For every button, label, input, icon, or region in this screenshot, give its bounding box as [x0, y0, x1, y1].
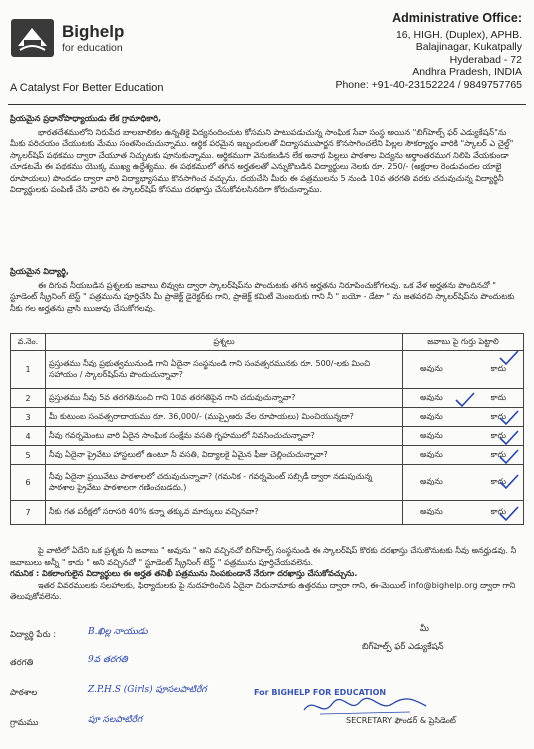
row-number: 5: [11, 446, 46, 465]
row-question: ప్రస్తుతము నీవు 5వ తరగతినుంచి గాని 10వ తరగతిపైన గాని చదువుచున్నావా?: [46, 389, 403, 408]
answer-no[interactable]: కాదు: [490, 364, 506, 373]
row-question: నీవు గవర్నమెంటు వారి ఏదైన సాంఘిక సంక్షేమ వసతి గృహములో నివసించుచున్నావా?: [46, 427, 403, 446]
field-value-class[interactable]: 9వ తరగతి: [88, 655, 128, 665]
field-value-school[interactable]: Z.P.H.S (Girls) పూసలపాటిరేగ: [88, 685, 207, 695]
row-number: 1: [11, 351, 46, 389]
row-number: 4: [11, 427, 46, 446]
answer-yes[interactable]: అవును: [420, 430, 443, 440]
office-line: 16, HIGH. (Duplex), APHB.: [395, 28, 522, 41]
row-question: నీవు ఏదైనా ప్రైవేటు హాస్టలులో ఉంటూ నీ వసతి, విద్యాలకై ఏమైన ఫీజు చెల్లించుచున్నావా?: [46, 446, 403, 465]
col-header-questions: ప్రశ్నలు: [46, 334, 403, 351]
field-label-school: పాఠశాల: [10, 688, 38, 698]
row-number: 6: [11, 465, 46, 501]
office-title: Administrative Office:: [392, 11, 522, 25]
row-number: 7: [11, 501, 46, 525]
office-phone: Phone: +91-40-23152224 / 9849757765: [335, 78, 522, 91]
organisation-stamp: For BIGHELP FOR EDUCATION: [254, 688, 387, 697]
office-line: Andhra Pradesh, INDIA: [412, 66, 522, 78]
field-label-village: గ్రామము: [10, 718, 39, 728]
field-label-class: తరగతి: [10, 658, 34, 668]
tick-mark-icon: [498, 474, 520, 490]
field-value-student-name[interactable]: B.ఖిల్ల నాయుడు: [88, 627, 148, 637]
footer-paragraph-2: ఇతర వివరములకు సలహాలకు, ఫిర్యాదులకు పై నుదహరించిన ఏదైనా చిరునామాకు ఉత్తరము ద్వారా గాని, ఈ-మెయిల్ info@bighelp.org ద్వారా గాని తెలుపుకోవలెను.: [10, 579, 516, 601]
brand-subtitle: for education: [62, 42, 123, 54]
answer-no[interactable]: కాదు: [490, 430, 506, 440]
row-number: 3: [11, 408, 46, 427]
answer-no[interactable]: కాదు: [490, 411, 506, 421]
closing-organisation: బిగ్‌హెల్ప్ ఫర్ ఎడ్యుకేషన్: [362, 642, 444, 652]
answer-yes[interactable]: అవును: [420, 392, 443, 402]
greeting-student: ప్రియమైన విద్యార్థి,: [10, 266, 69, 276]
letter-section-2: [10, 266, 524, 314]
row-question: ప్రస్తుతము నీవు ప్రభుత్వమునుండి గాని ఏదైనా సంస్థనుండి గాని సంవత్సరమునకు రూ. 500/-లకు మించి సహాయం / స్కాలర్‌షిప్‌ను పొందుచున్నావా?: [46, 351, 403, 389]
row-question: మీ కుటుంబ సంవత్సరాదాయము రూ. 36,000/- (ముప్పైఆరు వేల రూపాయలు) మించియున్నదా?: [46, 408, 403, 427]
table-row: [11, 408, 524, 427]
table-row: [11, 389, 524, 408]
closing-yours: మీ: [420, 624, 429, 634]
footer-text: [10, 545, 524, 603]
letter-section-1: [10, 113, 524, 196]
table-row: [11, 351, 524, 389]
bighelp-logo-icon: [10, 18, 55, 58]
tick-mark-icon: [498, 506, 520, 522]
tick-mark-icon: [498, 350, 520, 366]
answer-no[interactable]: కాదు: [490, 477, 506, 486]
table-row: [11, 501, 524, 525]
table-row: [11, 427, 524, 446]
row-question: నీకు గత పరీక్షలో సరాసరి 40% కన్నా తక్కువ మార్కులు వచ్చినవా?: [46, 501, 403, 525]
row-number: 2: [11, 389, 46, 408]
answer-no[interactable]: కాదు: [490, 507, 506, 516]
tick-mark-icon: [498, 430, 520, 446]
tagline: A Catalyst For Better Education: [10, 82, 164, 94]
answer-yes[interactable]: అవును: [420, 449, 443, 459]
table-row: [11, 465, 524, 501]
field-value-village[interactable]: పూ సలపాటిరేగ: [88, 715, 143, 725]
letter-paragraph-1: భారతదేశములోని నిరుపేద బాలబాలికల ఉన్నతికై విద్యనందించుట కోసమని పాటుపడుచున్న సాంఘిక సేవా సంస్థ అయిన "బిగ్‌హెల్ప్ ఫర్ ఎడ్యుకేషన్"ను మీకు పరిచయం చేయుటకు మేము సంతసించుచున్నాము. ఆర్థిక పరమైన ఇబ్బందులతో విద్యాసముపార్జన కొనసాగించలేని పిల్లల సౌకర్యార్థం వారికి "స్కాలర్ ఎ చైల్డ్" స్కాలర్‌షిప్ పథకము ద్వారా చేయూత నిచ్చుటకు పూనుకున్నాము. ఆర్థికముగా వెనుకబడిన లేక అనాథ పిల్లలు పాఠశాల విద్యను అర్థాంతరముగ నిలిపి వేయకుండా చూడటమే ఈ పథకము యొక్క ముఖ్య ఉద్దేశ్యము. ఈ పథకములో తగిన అర్హతలతో ఎన్నుకొబడిన విద్యార్థులు నెలకు రూ. 250/- (అక్షరాల రెండువందల యాభై రూపాయలు) పొందడం ద్వారా వారి విద్యాభ్యాసము కొనసాగించ వచ్చును. దయచేసి మీరు ఈ పత్రములను 5 నుండి 10వ తరగతి వరకు చదువుచున్న విద్యార్థినీ విద్యార్థులకు పంపిణీ చేసి వారిని ఈ స్కాలర్‌షిప్ కోసము దరఖాస్తు చేసుకోవలసినదిగా కోరుచున్నాము.: [10, 126, 514, 194]
table-row: [11, 446, 524, 465]
letter-paragraph-2: ఈ దిగువ నీయబడిన ప్రశ్నలకు జవాబు లివ్వుట ద్వారా స్కాలర్‌షిప్‌ను పొందుటకు తగిన అర్హతను నిరూపించుకోగలవు. ఒక వేళ అర్హతను పొందినచో " స్టూడెంట్ స్క్రీనింగ్ టెస్ట్ " పత్రమును పూర్తిచేసి మీ ప్రాజెక్ట్ డైరెక్టర్‌కు గాని, ప్రాజెక్ట్ కమిటీ మెంబరుకు గాని నీ " బయో - డేటా " ను జతపరచి స్కాలర్‌షిప్‌ను పొందుటకు నీకు గల అర్హతను వ్రాసి ఋజువు చేసుకోగలవు.: [10, 279, 515, 313]
col-header-number: వ.నెం.: [11, 334, 46, 351]
tick-mark-icon: [498, 410, 520, 426]
col-header-answer: జవాబు పై గుర్తు పెట్టాలి: [403, 334, 524, 351]
answer-yes[interactable]: అవును: [420, 411, 443, 421]
header-divider: [8, 104, 526, 105]
eligibility-table: [10, 333, 524, 525]
answer-yes[interactable]: అవును: [420, 364, 443, 373]
answer-yes[interactable]: అవును: [420, 507, 443, 516]
tick-mark-icon: [498, 449, 520, 465]
answer-yes[interactable]: అవును: [420, 477, 443, 486]
office-address-block: [322, 12, 522, 91]
greeting-headmaster: ప్రియమైన ప్రధానోపాధ్యాయుడు లేక గ్రామాధికారి,: [10, 113, 162, 123]
signatory-title: SECRETARY ఫౌండర్ & ప్రెసిడెంట్: [346, 716, 456, 725]
answer-no[interactable]: కాదు: [490, 392, 506, 402]
tick-mark-icon: [454, 392, 476, 408]
office-line: Hyderabad - 72: [449, 53, 522, 66]
footer-note: గమనిక : వికలాంగులైన విద్యార్థులు ఈ అర్హత తనిఖీ పత్రమును నింపకుండానే నేరుగా దరఖాస్తు చేసుకోవచ్చును.: [10, 568, 358, 578]
row-question: నీవు ఏదైనా ప్రయివేటు పాఠశాలలో చదువుచున్నావా? (గమనిక - గవర్నమెంట్ సబ్సిడీ ద్వారా నడుపుచున్న పాఠశాల ప్రైవేటు పాఠశాలగా గణించబడదు.): [46, 465, 403, 501]
office-line: Balajinagar, Kukatpally: [415, 41, 522, 53]
field-label-student-name: విద్యార్థి పేరు :: [10, 630, 57, 640]
footer-paragraph-1: పై వాటిలో ఏదేని ఒక ప్రశ్నకు నీ జవాబు " అవును " అని వచ్చినచో బిగ్‌హెల్ప్ సంస్థనుండి ఈ స్కాలర్‌షిప్ కొరకు దరఖాస్తు చేసుకొనుటకు నీవు అనర్హుడవు. నీ జవాబులు అన్నీ " కాదు " అని వచ్చినచో " స్టూడెంట్ స్క్రీనింగ్ టెస్ట్ " పత్రమును పూర్తిచేయవలెను.: [10, 545, 517, 567]
brand-name: Bighelp: [62, 22, 125, 41]
answer-no[interactable]: కాదు: [490, 449, 506, 459]
